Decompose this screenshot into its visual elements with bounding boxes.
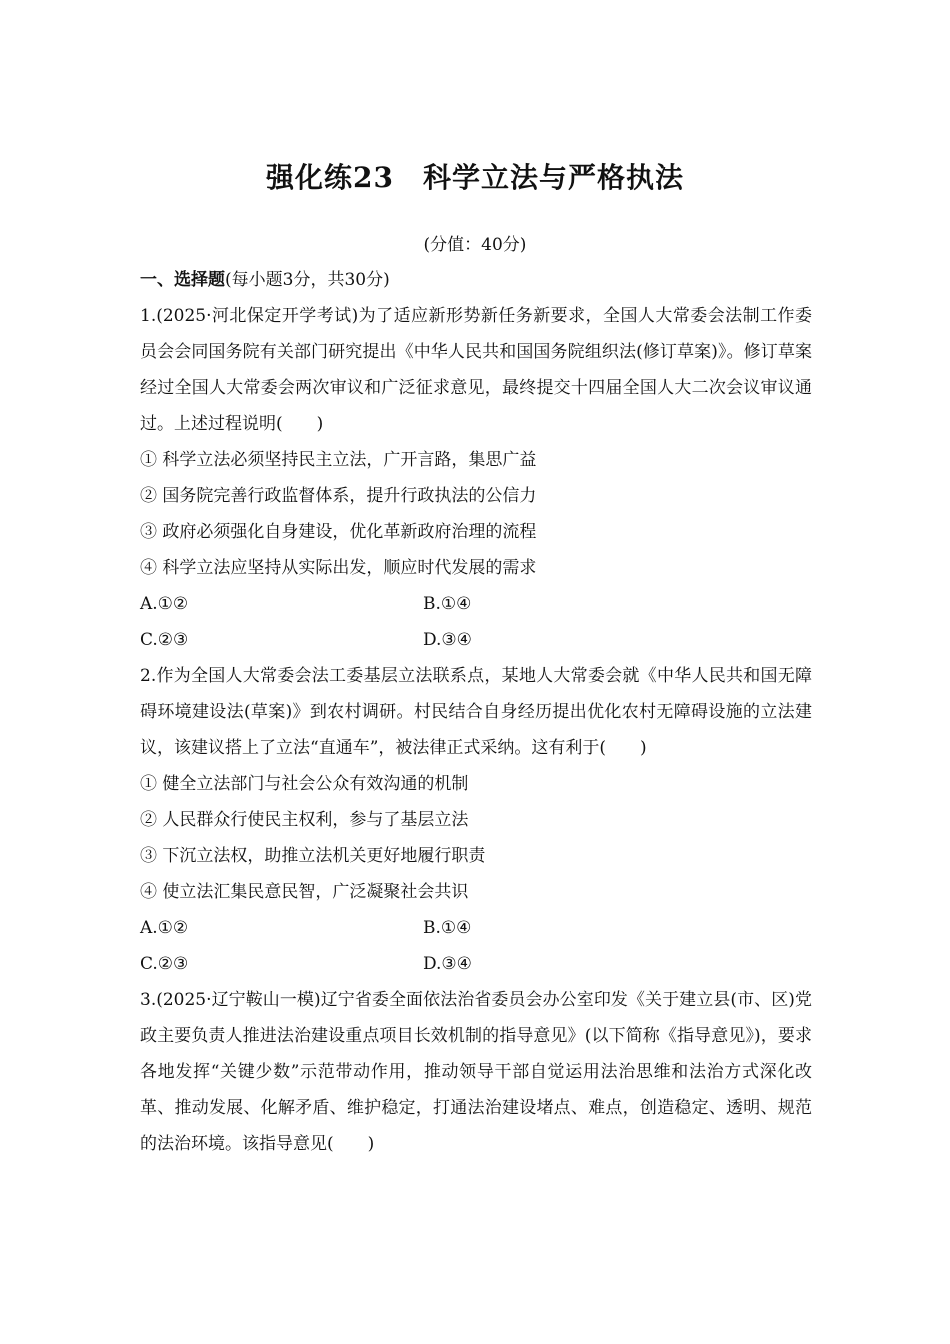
question-1-item-4: ④ 科学立法应坚持从实际出发，顺应时代发展的需求 [140, 558, 537, 578]
question-2-item-2: ② 人民群众行使民主权利，参与了基层立法 [140, 810, 469, 830]
question-2-options-row-1 [140, 910, 812, 946]
question-2-item-3: ③ 下沉立法权，助推立法机关更好地履行职责 [140, 846, 486, 866]
section-note: (每小题3分，共30分) [225, 270, 390, 290]
question-content [140, 262, 812, 1162]
question-1-item-1: ① 科学立法必须坚持民主立法，广开言路，集思广益 [140, 450, 537, 470]
question-3-stem: 3.(2025·辽宁鞍山一模)辽宁省委全面依法治省委员会办公室印发《关于建立县(市、区)党政主要负责人推进法治建设重点项目长效机制的指导意见》(以下简称《指导意见》)，要求各地发挥“关键少数”示范带动作用，推动领导干部自觉运用法治思维和法治方式深化改革、推动发展、化解矛盾、维护稳定，打通法治建设堵点、难点，创造稳定、透明、规范的法治环境。该指导意见( ) [140, 990, 812, 1154]
question-2-options-row-2 [140, 946, 812, 982]
page-title: 强化练23 科学立法与严格执法 [266, 161, 684, 194]
question-2-option-c[interactable]: C.②③ [140, 954, 189, 974]
question-1-option-b[interactable]: B.①④ [423, 594, 472, 614]
question-1-option-d[interactable]: D.③④ [423, 630, 472, 650]
question-1-option-a[interactable]: A.①② [140, 594, 189, 614]
question-1-item-2: ② 国务院完善行政监督体系，提升行政执法的公信力 [140, 486, 537, 506]
section-title: 一、选择题 [140, 270, 225, 290]
section-heading [140, 262, 812, 298]
question-1-options-row-2 [140, 622, 812, 658]
question-1-options-row-1 [140, 586, 812, 622]
question-1-item-3: ③ 政府必须强化自身建设，优化革新政府治理的流程 [140, 522, 537, 542]
question-2-item-4: ④ 使立法汇集民意民智，广泛凝聚社会共识 [140, 882, 469, 902]
question-1-option-c[interactable]: C.②③ [140, 630, 189, 650]
question-2-option-d[interactable]: D.③④ [423, 954, 472, 974]
question-2-option-b[interactable]: B.①④ [423, 918, 472, 938]
question-2-option-a[interactable]: A.①② [140, 918, 189, 938]
question-2-item-1: ① 健全立法部门与社会公众有效沟通的机制 [140, 774, 469, 794]
score-note: (分值：40分) [423, 235, 527, 255]
question-1-stem: 1.(2025·河北保定开学考试)为了适应新形势新任务新要求，全国人大常委会法制工作委员会会同国务院有关部门研究提出《中华人民共和国国务院组织法(修订草案)》。修订草案经过全国人大常委会两次审议和广泛征求意见，最终提交十四届全国人大二次会议审议通过。上述过程说明( ) [140, 306, 812, 434]
question-2-stem: 2.作为全国人大常委会法工委基层立法联系点，某地人大常委会就《中华人民共和国无障碍环境建设法(草案)》到农村调研。村民结合自身经历提出优化农村无障碍设施的立法建议，该建议搭上了立法“直通车”，被法律正式采纳。这有利于( ) [140, 666, 812, 758]
